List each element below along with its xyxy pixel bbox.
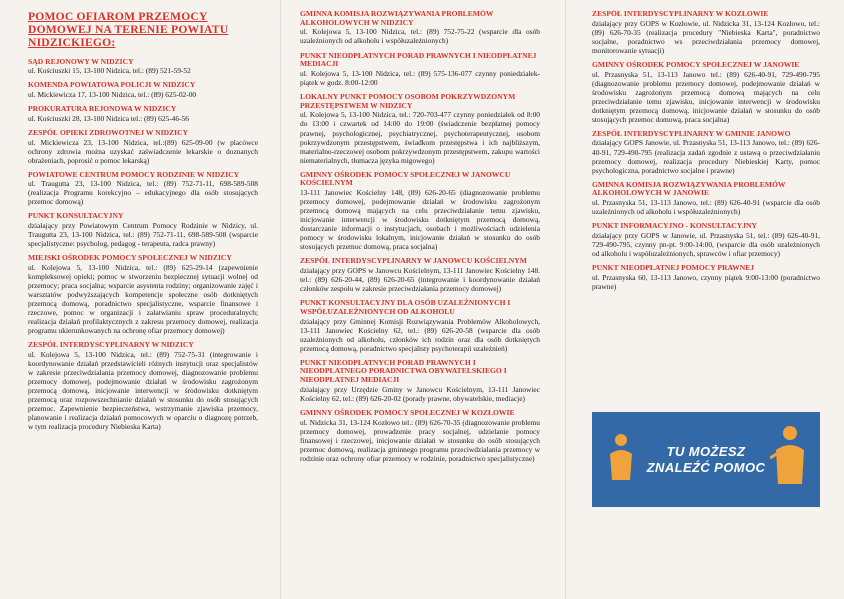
contact-entry	[592, 264, 820, 291]
contact-entry	[300, 10, 540, 46]
entry-heading: GMINNY OŚRODEK POMOCY SPOŁECZNEJ W KOZŁOWIE	[300, 407, 515, 417]
contact-entry	[300, 359, 540, 403]
entry-details: ul. Traugutta 23, 13-100 Nidzica, tel.: (89) 752-71-11, 698-589-508 (realizacja Programu korekcyjno – edukacyjnego dla osób stosujących przemoc domową)	[28, 179, 258, 207]
entry-heading: ZESPÓŁ INTERDYSCYPLINARNY W NIDZICY	[28, 340, 194, 350]
contact-entry	[300, 257, 540, 293]
banner-line-2: ZNALEŹĆ POMOC	[646, 459, 766, 475]
column-3	[592, 10, 820, 595]
contact-entry	[28, 81, 258, 99]
help-banner	[592, 412, 820, 507]
entry-details: ul. Kolejowa 5, 13-100 Nidzica, tel.: 720-703-477 czynny poniedziałek od 8:00 do 13:00 i czwartek od 14:00 do 19:00 (świadczenie bezpłatnej pomocy prawnej, psychologicznej, psychiatrycznej, psychoterapeutycznej, osobom pokrzywdzonym przestępstwem, świadkom przestępstwa i ich najbliższym, materialno-rzeczowej osobom pokrzywdzonym przestępstwem, zakupu wartości niematerialnych, tłumacza języka migowego)	[300, 110, 540, 165]
entry-details: ul. Przasnyska 51, 13-113 Janowo tel.: (89) 626-40-91, 729-490-795 (diagnozowanie problemu przemocy domowej, podejmowanie działań w środowisku zagrożonym przemocą domową mających na celu przeciwdziałanie temu zjawisku, inicjowanie interwencji w środowisku dotkniętym przemocą domową, inicjowanie działań w stosunku do osób stosujących przemoc domową, praca socjalna)	[592, 69, 820, 124]
entry-details: ul. Kolejowa 5, 13-100 Nidzica, tel.: (89) 752-75-31 (integrowanie i koordynowanie działań przedstawicieli różnych instytucji oraz specjalistów w zakresie przeciwdziałania przemocy domowej, diagnozowanie problemu przemocy domowej, podejmowanie działań w środowisku zagrożonym przemocą domową, inicjowanie interwencji w środowisku dotkniętym przemocą oraz rozpowszechnianie działań w stosunku do osób stosujących przemoc. Zapewnienie bezpieczeństwa, wstrzymanie zjawiska przemocy, planowanie i realizacja działań pomocowych w oparciu o diagnozę potrzeb, w tym realizacja procedury Niebieska Karta)	[28, 349, 258, 432]
entry-details: działający GOPS Janowie, ul. Przasnyska 51, 13-113 Janowo, tel.: (89) 626-40-91, 729-490-795 (realizacja zadań zgodnie z ustawą o przeciwdziałaniu przemocy domowej, realizacja procedury Niebieskiej Karty, pomoc psychologiczna, poradnictwo socjalne i prawne)	[592, 138, 820, 175]
entry-heading: ZESPÓŁ INTERDYSCYPLINARNY W GMINIE JANOWO	[592, 128, 791, 138]
contact-entry	[28, 58, 258, 76]
entry-details: działający przy Urzędzie Gminy w Janowcu Kościelnym, 13-111 Janowiec Kościelny 62, tel.: (89) 626-20-02 (porady prawne, obywatelskie, mediacje)	[300, 384, 540, 403]
contact-entry	[28, 212, 258, 248]
banner-line-1: TU MOŻESZ	[666, 444, 746, 459]
contact-entry	[28, 341, 258, 431]
contact-entry	[592, 61, 820, 124]
entry-heading: PUNKT KONSULTACYJNY DLA OSÓB UZALEŻNIONYCH I WSPÓŁUZALEŻNIONYCH OD ALKOHOLU	[300, 298, 511, 316]
entry-details: działający przy GOPS w Kozłowie, ul. Nidzicka 31, 13-124 Kozłowo, tel.: (89) 626-70-35 (realizacja procedury "Niebieska Karta", poradnictwo socjalne, poradnictwo ws przeciwdziałania przemocy domowej, monitorowanie sytuacji)	[592, 18, 820, 55]
title-line-1: POMOC OFIAROM PRZEMOCY	[28, 10, 208, 23]
entry-details: działający przy Powiatowym Centrum Pomocy Rodzinie w Nidzicy, ul. Traugutta 23, 13-100 Nidzica, tel.: (89) 752-71-11, 698-589-508 (wsparcie specjalistyczne: psycholog, pedagog - terapeuta, radca prawny)	[28, 221, 258, 249]
entry-details: działający przy GOPS w Janowcu Kościelnym, 13-111 Janowiec Kościelny 148. tel.: (89) 626-20-44, (89) 626-20-65 (integrowanie i koordynowanie działań członków zespołu w zakresie przeciwdziałania przemocy domowej)	[300, 266, 540, 294]
entry-details: działający przy GOPS w Janowie, ul. Przasnyska 51, tel.: (89) 626-40-91, 729-490-795, czynny pn-pt. 9:00-14:00, (wsparcie dla osób uzależnionych od alkoholu i współuzależnionych, sprawców i ofiar przemocy)	[592, 230, 820, 258]
entry-heading: PUNKT KONSULTACYJNY	[28, 211, 124, 221]
entry-details: 13-111 Janowiec Kościelny 148, (89) 626-20-65 (diagnozowanie problemu przemocy domowej, podejmowanie działań w środowisku zagrożonym przemocą domową mających na celu przeciwdziałanie temu zjawisku, inicjowanie interwencji w środowisku dotkniętym przemocą domową, dostarczanie informacji o instytucjach, osobach i możliwościach udzielenia pomocy w środowisku lokalnym, inicjowanie działań w stosunku do osób stosujących przemoc domową, praca socjalna)	[300, 188, 540, 252]
entry-heading: PUNKT NIEODPŁATNYCH PORAD PRAWNYCH I NIEODPŁATNEGO PORADNICTWA OBYWATELSKIEGO I NIEODPŁATNEJ MEDIACJI	[300, 357, 507, 385]
entry-heading: ZESPÓŁ INTERDYSCYPLINARNY W KOZŁOWIE	[592, 10, 769, 18]
contact-entry	[300, 171, 540, 252]
entry-details: ul. Kolejowa 5, 13-100 Nidzica, tel.: (89) 575-136-077 czynny poniedziałek-piątek w godz. 8:00-12:00	[300, 68, 540, 87]
contact-entry	[592, 10, 820, 55]
entry-details: ul. Mickiewicza 17, 13-100 Nidzica, tel.: (89) 625-02-00	[28, 90, 197, 100]
contact-entry	[592, 222, 820, 258]
entry-details: ul. Nidzicka 31, 13-124 Kozłowo tel.: (89) 626-70-35 (diagnozowanie problemu przemocy domowej, prowadzenie pracy socjalnej, udzielanie pomocy finansowej i rzeczowej, inicjowanie działań w stosunku do osób stosujących przemoc domową, realizacja gminnego programu przeciwdziałania przemocy w rodzinie oraz ochrony ofiar przemocy w rodzinie, poradnictwo specjalistyczne)	[300, 417, 540, 463]
entry-heading: PROKURATURA REJONOWA W NIDZICY	[28, 104, 177, 114]
entry-heading: ZESPÓŁ INTERDYSCYPLINARNY W JANOWCU KOŚCIELNYM	[300, 256, 527, 266]
fold-line-left	[280, 0, 281, 599]
contact-entry	[28, 129, 258, 165]
column-2	[300, 10, 540, 595]
entry-details: działający przy Gminnej Komisji Rozwiązywania Problemów Alkoholowych, 13-111 Janowiec Kościelny 62, tel.: (89) 626-20-58 (wsparcie dla osób uzależnionych od alkoholu, członków ich rodzin oraz dla osób dotkniętych przemocą domową, poradnictwo specjalisty psychoterapii uzależnień)	[300, 316, 540, 353]
title-line-2: DOMOWEJ NA TERENIE POWIATU	[28, 23, 229, 37]
entry-heading: GMINNA KOMISJA ROZWIĄZYWANIA PROBLEMÓW ALKOHOLOWYCH W JANOWIE	[592, 179, 786, 198]
entry-heading: KOMENDA POWIATOWA POLICJI W NIDZICY	[28, 80, 196, 90]
entry-heading: LOKALNY PUNKT POMOCY OSOBOM POKRZYWDZONYM PRZESTĘPSTWEM W NIDZICY	[300, 92, 516, 110]
contact-entry	[28, 171, 258, 207]
entry-heading: POWIATOWE CENTRUM POMOCY RODZINIE W NIDZICY	[28, 169, 240, 179]
contact-entry	[28, 105, 258, 123]
entry-heading: SĄD REJONOWY W NIDZICY	[28, 56, 134, 66]
contact-entry	[300, 52, 540, 88]
entry-heading: GMINNY OŚRODEK POMOCY SPOŁECZNEJ W JANOWIE	[592, 59, 800, 69]
contact-entry	[592, 181, 820, 217]
entry-heading: PUNKT INFORMACYJNO - KONSULTACYJNY	[592, 221, 758, 231]
entry-heading: PUNKT NIEODPŁATNYCH PORAD PRAWNYCH I NIEODPŁATNEJ MEDIACJI	[300, 50, 537, 69]
entry-heading: GMINNY OŚRODEK POMOCY SPOŁECZNEJ W JANOWCU KOŚCIELNYM	[300, 169, 511, 188]
fold-line-right	[565, 0, 566, 599]
figure-right-icon	[770, 424, 810, 488]
title-line-3: NIDZICKIEGO:	[28, 36, 116, 50]
entry-details: ul. Kościuszki 28, 13-100 Nidzica tel.: (89) 625-46-56	[28, 113, 189, 123]
entry-details: ul. Przasnyska 60, 13-113 Janowo, czynny piątek 9:00-13:00 (poradnictwo prawne)	[592, 272, 820, 291]
contact-entry	[300, 93, 540, 165]
contact-entry	[300, 409, 540, 463]
contact-entry	[592, 130, 820, 175]
column-1	[28, 10, 258, 595]
entry-details: ul. Mickiewicza 23, 13-100 Nidzica, tel.:(89) 625-09-00 (w placówce ochrony zdrowia można uzyskać zaświadczenie lekarskie o doznanych obrażeniach, poprosić o pomoc lekarską)	[28, 137, 258, 165]
entry-heading: MIEJSKI OŚRODEK POMOCY SPOŁECZNEJ W NIDZICY	[28, 253, 232, 263]
contact-entry	[28, 254, 258, 335]
leaflet-title	[28, 10, 258, 50]
entry-details: ul. Kościuszki 15, 13-100 Nidzica, tel.: (89) 521-59-52	[28, 66, 191, 76]
entry-details: ul. Przasnyska 51, 13-113 Janowo, tel.: (89) 626-40-91 (wsparcie dla osób uzależnionych od alkoholu i współuzależnionych)	[592, 198, 820, 217]
contact-entry	[300, 299, 540, 353]
entry-heading: PUNKT NIEODPŁATNEJ POMOCY PRAWNEJ	[592, 262, 755, 272]
entry-details: ul. Kolejowa 5, 13-100 Nidzica, tel.: (89) 625-29-14 (zapewnienie kompleksowej opieki; pomoc w stworzeniu bezpiecznej sytuacji wolnej od przemocy; praca socjalna; wsparcie asystenta rodziny; organizowanie zajęć i warsztatów podwyższających kompetencje społeczne osób dotkniętych przemocą domową, poradnictwo specjalistyczne, wsparcie finansowe i rzeczowe, pomoc w organizacji i załatwianiu spraw proceduralnych; realizacja działań profilaktycznych z zakresu przemocy domowej, realizacja programu ukierunkowanych na ochronę ofiar przemocy domowej)	[28, 263, 258, 336]
entry-heading: GMINNA KOMISJA ROZWIĄZYWANIA PROBLEMÓW ALKOHOLOWYCH W NIDZICY	[300, 10, 494, 27]
entry-heading: ZESPÓŁ OPIEKI ZDROWOTNEJ W NIDZICY	[28, 127, 189, 137]
entry-details: ul. Kolejowa 5, 13-100 Nidzica, tel.: (89) 752-75-22 (wsparcie dla osób uzależnionych od alkoholu i współuzależnionych)	[300, 27, 540, 46]
